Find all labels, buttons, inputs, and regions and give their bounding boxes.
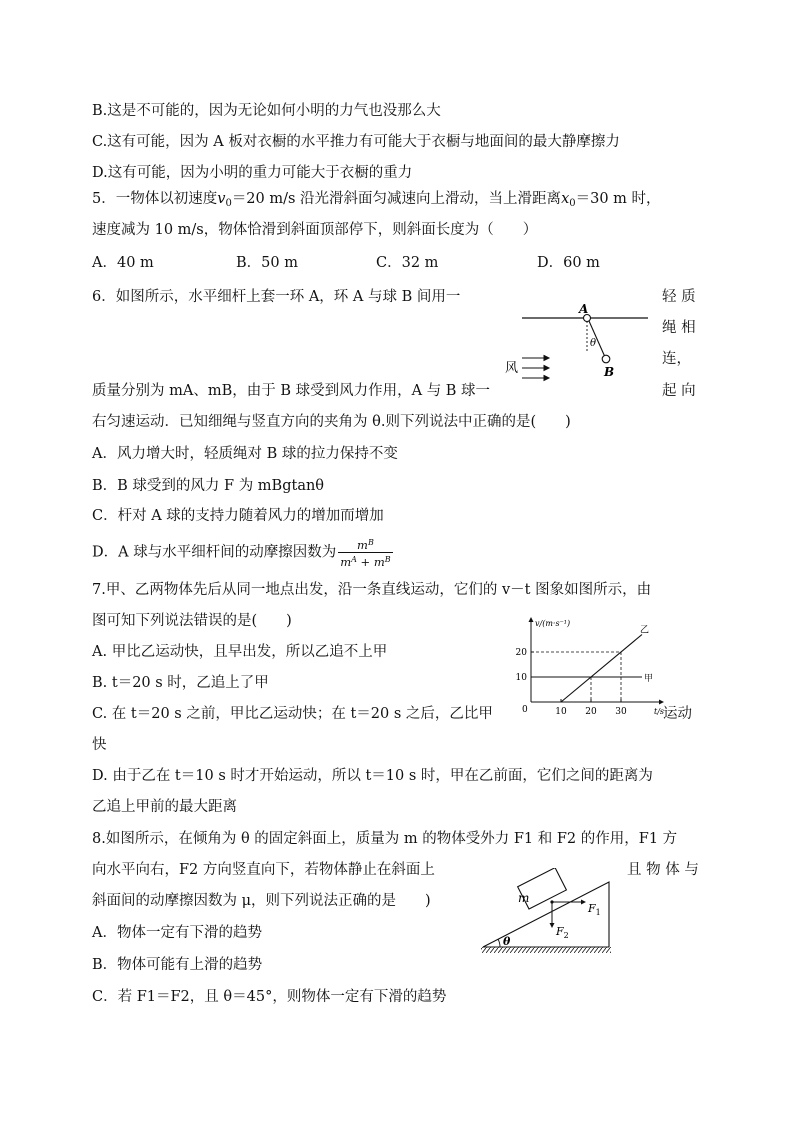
label-theta: θ — [590, 338, 597, 349]
label-a: A — [579, 302, 589, 316]
ground-hatch — [481, 947, 611, 953]
label-theta-incline: θ — [503, 935, 511, 948]
q4-option-b: B.这是不可能的，因为无论如何小明的力气也没那么大 — [92, 103, 441, 119]
q5-option-b: B．50 m — [236, 255, 298, 271]
label-b: B — [604, 365, 615, 379]
q8-option-c: C．若 F1＝F2，且 θ＝45°，则物体一定有下滑的趋势 — [92, 989, 447, 1005]
q6-stem-line1: 6．如图所示，水平细杆上套一环 A，环 A 与球 B 间用一 — [92, 289, 461, 305]
vt-chart — [505, 612, 670, 717]
incline-figure — [478, 868, 618, 958]
label-wind: 风 — [505, 361, 519, 376]
q7-stem-line2: 图可知下列说法错误的是( ) — [92, 613, 292, 629]
series-label-0: 甲 — [644, 674, 654, 684]
q6-stem-right1: 轻 质 — [662, 289, 696, 305]
q7-option-c-cont: 快 — [92, 737, 107, 753]
q8-stem-line2: 向水平向右，F2 方向竖直向下，若物体静止在斜面上 — [92, 862, 435, 878]
y-axis-arrow — [529, 617, 534, 622]
q6-option-c: C．杆对 A 球的支持力随着风力的增加而增加 — [92, 508, 384, 524]
q8-option-b: B．物体可能有上滑的趋势 — [92, 957, 263, 973]
q6-option-a: A．风力增大时，轻质绳对 B 球的拉力保持不变 — [92, 446, 398, 462]
q8-stem-line1: 8.如图所示，在倾角为 θ 的固定斜面上，质量为 m 的物体受外力 F1 和 F2 的作用，F1 方 — [92, 831, 678, 847]
q8-stem-right: 且 物 体 与 — [627, 862, 699, 878]
q5-option-d: D．60 m — [537, 255, 600, 271]
ring-ball-figure — [500, 300, 660, 385]
q6-stem-line3: 右匀速运动．已知细绳与竖直方向的夹角为 θ.则下列说法中正确的是( ) — [92, 414, 571, 430]
q7-option-c: C. 在 t＝20 s 之前，甲比乙运动快；在 t＝20 s 之后，乙比甲 — [92, 706, 493, 722]
q5-option-a: A．40 m — [92, 255, 154, 271]
q6-option-b: B．B 球受到的风力 F 为 mBgtanθ — [92, 478, 325, 494]
q7-option-d-cont: 乙追上甲前的最大距离 — [92, 799, 237, 815]
label-m: m — [518, 891, 530, 905]
label-f1: $F_1$ — [588, 902, 601, 917]
q5-stem-line2: 速度减为 10 m/s，物体恰滑到斜面顶部停下，则斜面长度为（ ） — [92, 222, 538, 238]
x-axis-label: t/s — [654, 707, 665, 716]
q7-stem-line1: 7.甲、乙两物体先后从同一地点出发，沿一条直线运动，它们的 v－t 图象如图所示，由 — [92, 582, 652, 598]
q6-stem-right4: 起 向 — [662, 383, 696, 399]
ball-b — [602, 355, 610, 363]
q6-option-d: D．A 球与水平细杆间的动摩擦因数为 $\frac{m^B}{m^A + m^B}$ — [92, 538, 391, 569]
q7-option-d: D. 由于乙在 t＝10 s 时才开始运动，所以 t＝10 s 时，甲在乙前面，它们之间的距离为 — [92, 768, 653, 784]
q7-option-c-right: 运动 — [663, 706, 692, 722]
q4-option-c: C.这有可能，因为 A 板对衣橱的水平推力有可能大于衣橱与地面间的最大静摩擦力 — [92, 134, 620, 150]
label-f2: $F_2$ — [556, 925, 569, 940]
y-tick-label: 10 — [515, 673, 527, 683]
q6-stem-right2: 绳 相 — [662, 320, 696, 336]
friction-fraction: $\frac{m^B}{m^A + m^B}$ — [340, 538, 391, 569]
x-tick-label: 10 — [555, 707, 567, 717]
q6-stem-right3: 连， — [662, 351, 691, 367]
q4-option-d: D.这有可能，因为小明的重力可能大于衣橱的重力 — [92, 165, 413, 181]
q7-option-a: A. 甲比乙运动快，且早出发，所以乙追不上甲 — [92, 644, 388, 660]
q6-stem-line2: 质量分别为 mA、mB，由于 B 球受到风力作用，A 与 B 球一 — [92, 383, 491, 399]
series-label-1: 乙 — [640, 625, 650, 636]
wind-arrows — [522, 356, 549, 381]
q8-stem-line3: 斜面间的动摩擦因数为 μ，则下列说法正确的是 ) — [92, 893, 431, 909]
y-axis-label: v/(m·s⁻¹) — [535, 619, 571, 628]
x-tick-label: 30 — [615, 707, 627, 717]
q5-stem-line1: 5．一物体以初速度$v_0=20$ m/s 沿光滑斜面匀减速向上滑动，当上滑距离$x_0=30$ m 时， — [92, 191, 661, 209]
x-tick-label: 20 — [585, 707, 597, 717]
origin-label: 0 — [522, 705, 528, 715]
y-tick-label: 20 — [515, 648, 527, 658]
q8-option-a: A．物体一定有下滑的趋势 — [92, 925, 262, 941]
x-axis-arrow — [659, 700, 664, 705]
q7-option-b: B. t＝20 s 时，乙追上了甲 — [92, 675, 269, 691]
q5-option-c: C．32 m — [376, 255, 439, 271]
series-line-1 — [561, 635, 642, 703]
